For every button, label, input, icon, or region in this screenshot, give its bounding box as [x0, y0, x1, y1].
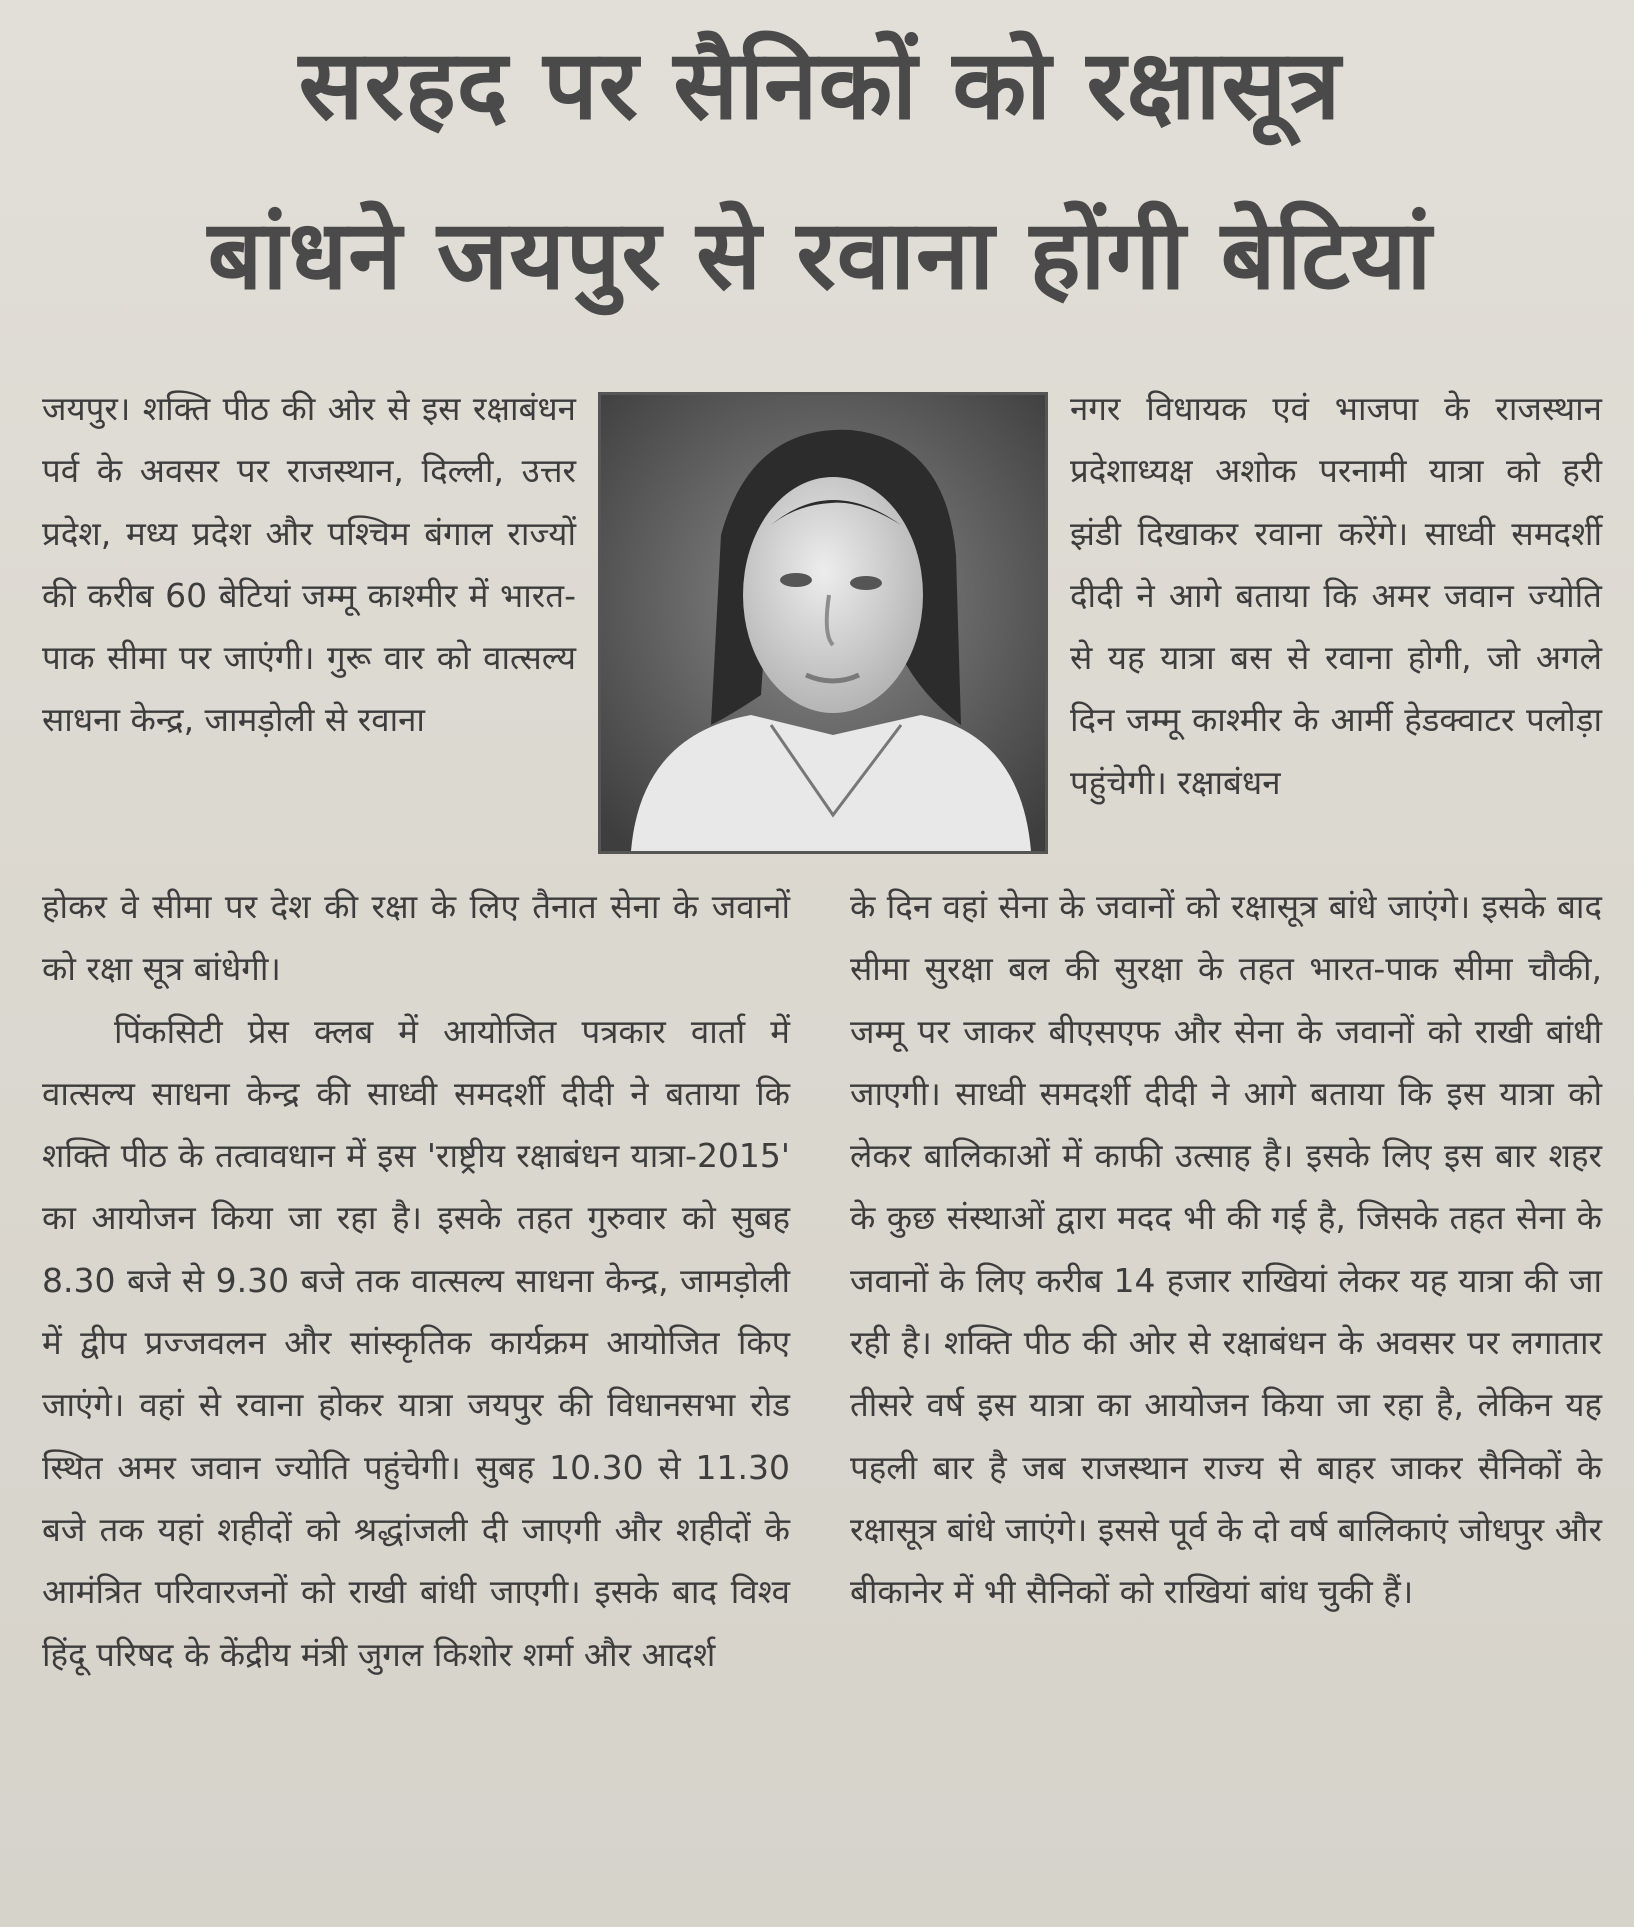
article-column-right-top	[1070, 378, 1602, 814]
article-paragraph: नगर विधायक एवं भाजपा के राजस्थान प्रदेशाध्यक्ष अशोक परनामी यात्रा को हरी झंडी दिखाकर रवाना करेंगे। साध्वी समदर्शी दीदी ने आगे बताया कि अमर जवान ज्योति से यह यात्रा बस से रवाना होगी, जो अगले दिन जम्मू काश्मीर के आर्मी हेडक्वाटर पलोड़ा पहुंचेगी। रक्षाबंधन	[1070, 389, 1602, 802]
portrait-image	[601, 395, 1045, 851]
article-column-left-top	[42, 378, 576, 752]
article-column-right-bottom	[850, 876, 1602, 1624]
portrait-photo	[598, 392, 1048, 854]
article-paragraph: होकर वे सीमा पर देश की रक्षा के लिए तैनात सेना के जवानों को रक्षा सूत्र बांधेगी।	[42, 887, 790, 989]
article-paragraph: के दिन वहां सेना के जवानों को रक्षासूत्र बांधे जाएंगे। इसके बाद सीमा सुरक्षा बल की सुरक्षा के तहत भारत-पाक सीमा चौकी, जम्मू पर जाकर बीएसएफ और सेना के जवानों को राखी बांधी जाएगी। साध्वी समदर्शी दीदी ने आगे बताया कि इस यात्रा को लेकर बालिकाओं में काफी उत्साह है। इसके लिए इस बार शहर के कुछ संस्थाओं द्वारा मदद भी की गई है, जिसके तहत सेना के जवानों के लिए करीब 14 हजार राखियां लेकर यह यात्रा की जा रही है। शक्ति पीठ की ओर से रक्षाबंधन के अवसर पर लगातार तीसरे वर्ष इस यात्रा का आयोजन किया जा रहा है, लेकिन यह पहली बार है जब राजस्थान राज्य से बाहर जाकर सैनिकों के रक्षासूत्र बांधे जाएंगे। इससे पूर्व के दो वर्ष बालिकाएं जोधपुर और बीकानेर में भी सैनिकों को राखियां बांध चुकी हैं।	[850, 887, 1602, 1612]
article-column-left-bottom	[42, 876, 790, 1686]
article-paragraph: जयपुर। शक्ति पीठ की ओर से इस रक्षाबंधन पर्व के अवसर पर राजस्थान, दिल्ली, उत्तर प्रदेश, मध्य प्रदेश और पश्चिम बंगाल राज्यों की करीब 60 बेटियां जम्मू काश्मीर में भारत-पाक सीमा पर जाएंगी। गुरू वार को वात्सल्य साधना केन्द्र, जामड़ोली से रवाना	[42, 389, 576, 740]
headline-line-1: सरहद पर सैनिकों को रक्षासूत्र	[298, 29, 1342, 141]
headline-line-2: बांधने जयपुर से रवाना होंगी बेटियां	[207, 199, 1433, 311]
article-paragraph: पिंकसिटी प्रेस क्लब में आयोजित पत्रकार वार्ता में वात्सल्य साधना केन्द्र की साध्वी समदर्शी दीदी ने बताया कि शक्ति पीठ के तत्वावधान में इस 'राष्ट्रीय रक्षाबंधन यात्रा-2015' का आयोजन किया जा रहा है। इसके तहत गुरुवार को सुबह 8.30 बजे से 9.30 बजे तक वात्सल्य साधना केन्द्र, जामड़ोली में द्वीप प्रज्जवलन और सांस्कृतिक कार्यक्रम आयोजित किए जाएंगे। वहां से रवाना होकर यात्रा जयपुर की विधानसभा रोड स्थित अमर जवान ज्योति पहुंचेगी। सुबह 10.30 से 11.30 बजे तक यहां शहीदों को श्रद्धांजली दी जाएगी और शहीदों के आमंत्रित परिवारजनों को राखी बांधी जाएगी। इसके बाद विश्व हिंदू परिषद के केंद्रीय मंत्री जुगल किशोर शर्मा और आदर्श	[42, 1011, 790, 1674]
